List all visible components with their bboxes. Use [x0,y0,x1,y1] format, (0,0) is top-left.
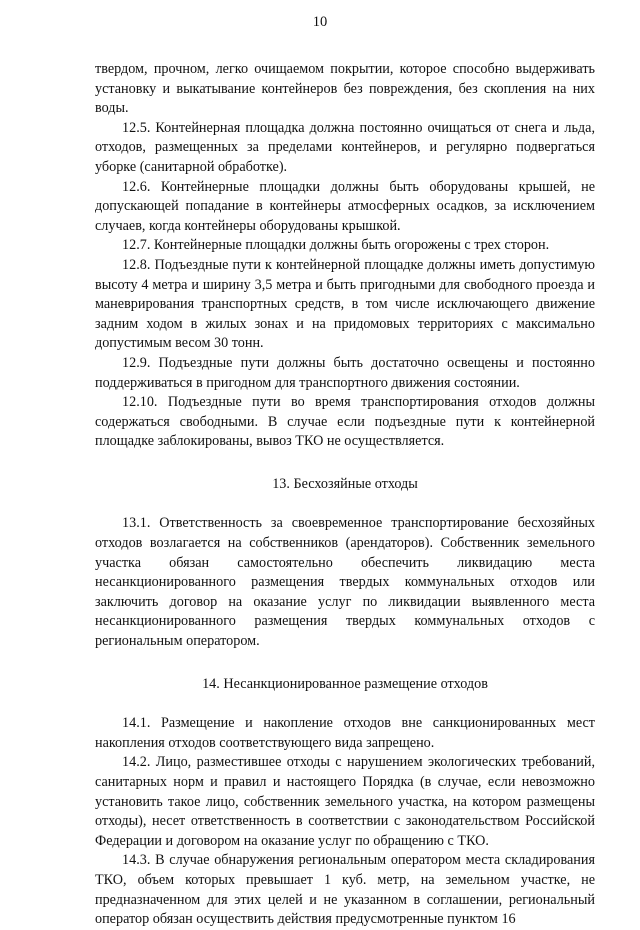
document-body [95,60,595,930]
paragraph-12-7: 12.7. Контейнерные площадки должны быть огорожены с трех сторон. [122,237,550,254]
paragraph-12-8: 12.8. Подъездные пути к контейнерной площадке должны иметь допустимую высоту 4 метра и ширину 3,5 метра и быть пригодными для свободного проезда и маневрирования транспортных средств, в том числе исключающего движение задним ходом в жилых зонах и на придомовых территориях с максимально допустимым весом 30 тонн. [95,256,595,352]
paragraph-13-1: 13.1. Ответственность за своевременное транспортирование бесхозяйных отходов возлагается на собственников (арендаторов). Собственник земельного участка обязан самостоятельно обеспечить ликвидацию места несанкционированного размещения твердых коммунальных отходов или заключить договор на оказание услуг по ликвидации выявленного места несанкционированного размещения твердых коммунальных отходов с региональным оператором. [95,515,595,650]
paragraph-14-1: 14.1. Размещение и накопление отходов вне санкционированных мест накопления отходов соответствующего вида запрещено. [95,715,595,751]
paragraph-14-2: 14.2. Лицо, разместившее отходы с нарушением экологических требований, санитарных норм и правил и настоящего Порядка (в случае, если невозможно установить такое лицо, собственник земельного участка, на котором размещены отходы), несет ответственность в соответствии с законодательством Российской Федерации и договором на оказание услуг по обращению с ТКО. [95,754,595,849]
section-13-heading: 13. Бесхозяйные отходы [272,475,418,492]
paragraph-continued: твердом, прочном, легко очищаемом покрытии, которое способно выдерживать установку и выкатывание контейнеров без повреждения, без скопления на них воды. [95,61,595,117]
paragraph-14-3: 14.3. В случае обнаружения региональным оператором места складирования ТКО, объем которых превышает 1 куб. метр, на земельном участке, не предназначенном для этих целей и не указанном в соглашении, региональный оператор обязан осуществить действия предусмотренные пунктом 16 [95,852,595,928]
paragraph-12-9: 12.9. Подъездные пути должны быть достаточно освещены и постоянно поддерживаться в пригодном для транспортного движения состоянии. [95,354,595,391]
page-number: 10 [312,14,328,30]
section-14-heading: 14. Несанкционированное размещение отходов [202,675,488,692]
paragraph-12-6: 12.6. Контейнерные площадки должны быть оборудованы крышей, не допускающей попадание в контейнеры атмосферных осадков, за исключением случаев, когда контейнеры оборудованы крышкой. [95,178,595,234]
paragraph-12-10: 12.10. Подъездные пути во время транспортирования отходов должны содержаться свободными. В случае если подъездные пути к контейнерной площадке заблокированы, вывоз ТКО не осуществляется. [95,394,595,450]
paragraph-12-5: 12.5. Контейнерная площадка должна постоянно очищаться от снега и льда, отходов, размещенных за пределами контейнеров, и регулярно подвергаться уборке (санитарной обработке). [95,119,595,175]
